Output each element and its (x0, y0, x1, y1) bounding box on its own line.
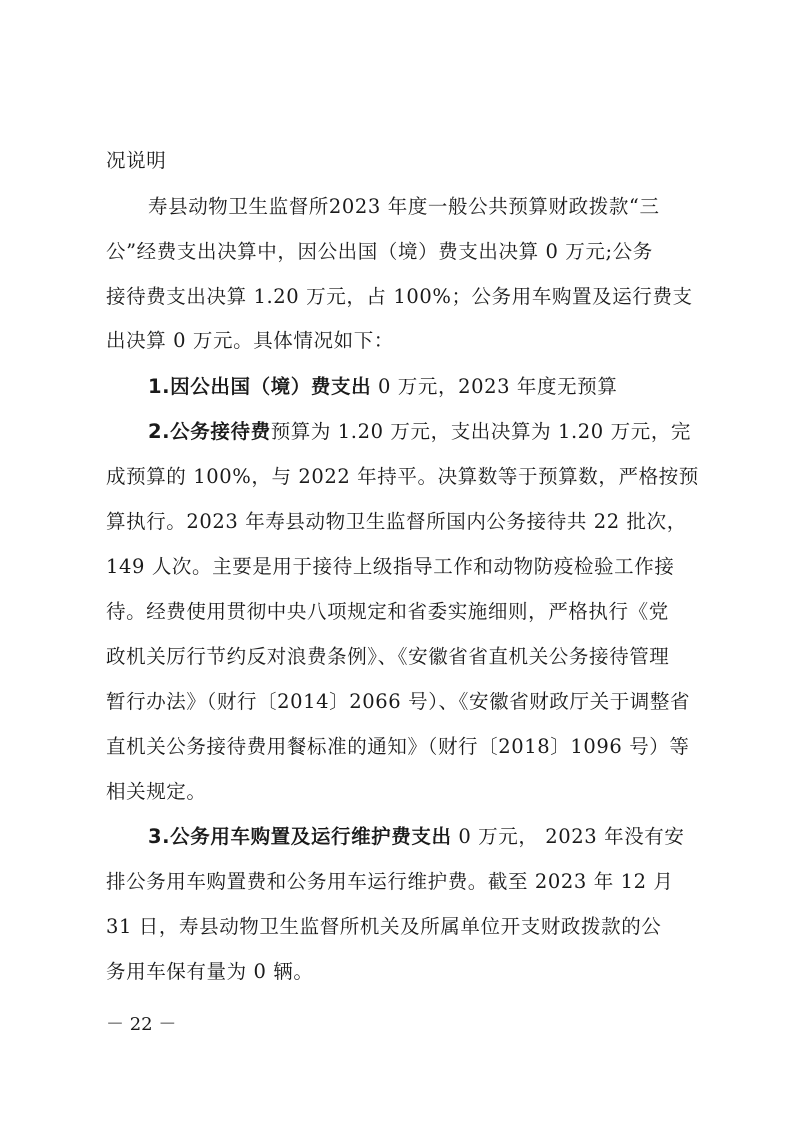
text-line: 149 人次。主要是用于接待上级指导工作和动物防疫检验工作接 (106, 555, 675, 578)
text-line: 况说明 (106, 149, 167, 172)
section-text: 0 万元，2023 年度无预算 (371, 375, 618, 398)
text-line: 出决算 0 万元。具体情况如下： (106, 329, 394, 352)
text-line: 成预算的 100%，与 2022 年持平。决算数等于预算数，严格按预 (106, 465, 699, 488)
section-item-1 (148, 373, 617, 401)
section-heading: 2.公务接待费 (148, 420, 271, 443)
section-item-3 (148, 823, 685, 851)
text-line: 相关规定。 (106, 780, 207, 803)
text-line: 排公务用车购置费和公务用车运行维护费。截至 2023 年 12 月 (106, 870, 674, 893)
section-heading: 1.因公出国（境）费支出 (148, 375, 372, 398)
section-text: 预算为 1.20 万元，支出决算为 1.20 万元，完 (270, 420, 692, 443)
text-line: 公”经费支出决算中，因公出国（境）费支出决算 0 万元;公务 (106, 240, 653, 263)
section-text: 0 万元， 2023 年没有安 (451, 825, 685, 848)
text-line: 算执行。2023 年寿县动物卫生监督所国内公务接待共 22 批次， (106, 510, 687, 533)
text-line: 政机关厉行节约反对浪费条例》、《安徽省省直机关公务接待管理 (106, 645, 670, 668)
text-line: 寿县动物卫生监督所2023 年度一般公共预算财政拨款“三 (148, 195, 660, 218)
text-line: 31 日，寿县动物卫生监督所机关及所属单位开支财政拨款的公 (106, 915, 662, 938)
section-heading: 3.公务用车购置及运行维护费支出 (148, 825, 452, 848)
page-number: － 22 － (106, 1014, 177, 1035)
text-line: 暂行办法》（财行〔2014〕2066 号）、《安徽省财政厅关于调整省 (106, 690, 691, 713)
text-line: 务用车保有量为 0 辆。 (106, 960, 314, 983)
text-line: 接待费支出决算 1.20 万元，占 100%；公务用车购置及运行费支 (106, 285, 693, 308)
text-line: 直机关公务接待费用餐标准的通知》（财行〔2018〕1096 号）等 (106, 735, 690, 758)
text-line: 待。经费使用贯彻中央八项规定和省委实施细则，严格执行《党 (106, 600, 669, 623)
section-item-2 (148, 418, 691, 446)
